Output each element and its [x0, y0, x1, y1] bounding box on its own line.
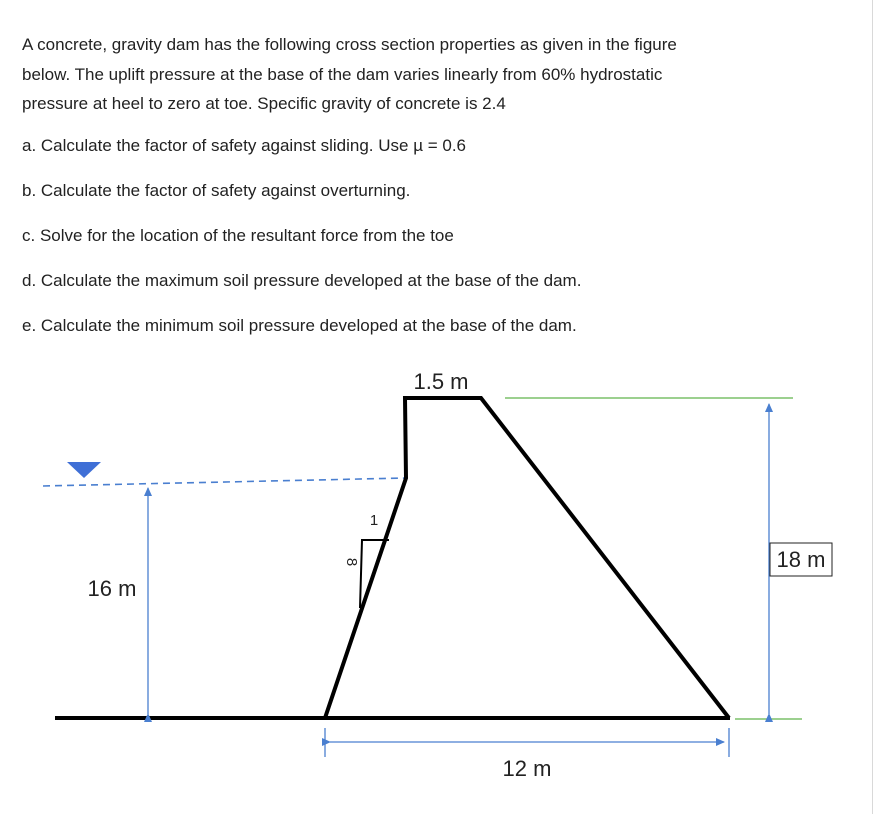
water-level-symbol: [67, 462, 101, 478]
dam-cross-section: [325, 398, 729, 718]
water-depth-label: 16 m: [87, 576, 137, 601]
intro-line-2: below. The uplift pressure at the base of the dam varies linearly from 60% hydrostatic: [22, 64, 663, 84]
intro-line-3: pressure at heel to zero at toe. Specific gravity of concrete is 2.4: [22, 94, 506, 113]
question-c: c. Solve for the location of the resultant force from the toe: [22, 226, 454, 245]
crest-width-label: 1.5 m: [413, 369, 469, 394]
water-surface-line: [43, 478, 406, 486]
intro-line-1: A concrete, gravity dam has the following cross section properties as given in the figure: [22, 35, 677, 54]
slope-rise-label: 8: [343, 557, 360, 567]
question-e: e. Calculate the minimum soil pressure developed at the base of the dam.: [22, 316, 577, 335]
question-b: b. Calculate the factor of safety against overturning.: [22, 181, 411, 200]
dam-height-label: 18 m: [776, 547, 826, 572]
question-a: a. Calculate the factor of safety against sliding. Use µ = 0.6: [22, 136, 467, 155]
base-width-label: 12 m: [502, 756, 552, 781]
question-d: d. Calculate the maximum soil pressure developed at the base of the dam.: [22, 271, 582, 290]
slope-run-label: 1: [369, 512, 379, 529]
